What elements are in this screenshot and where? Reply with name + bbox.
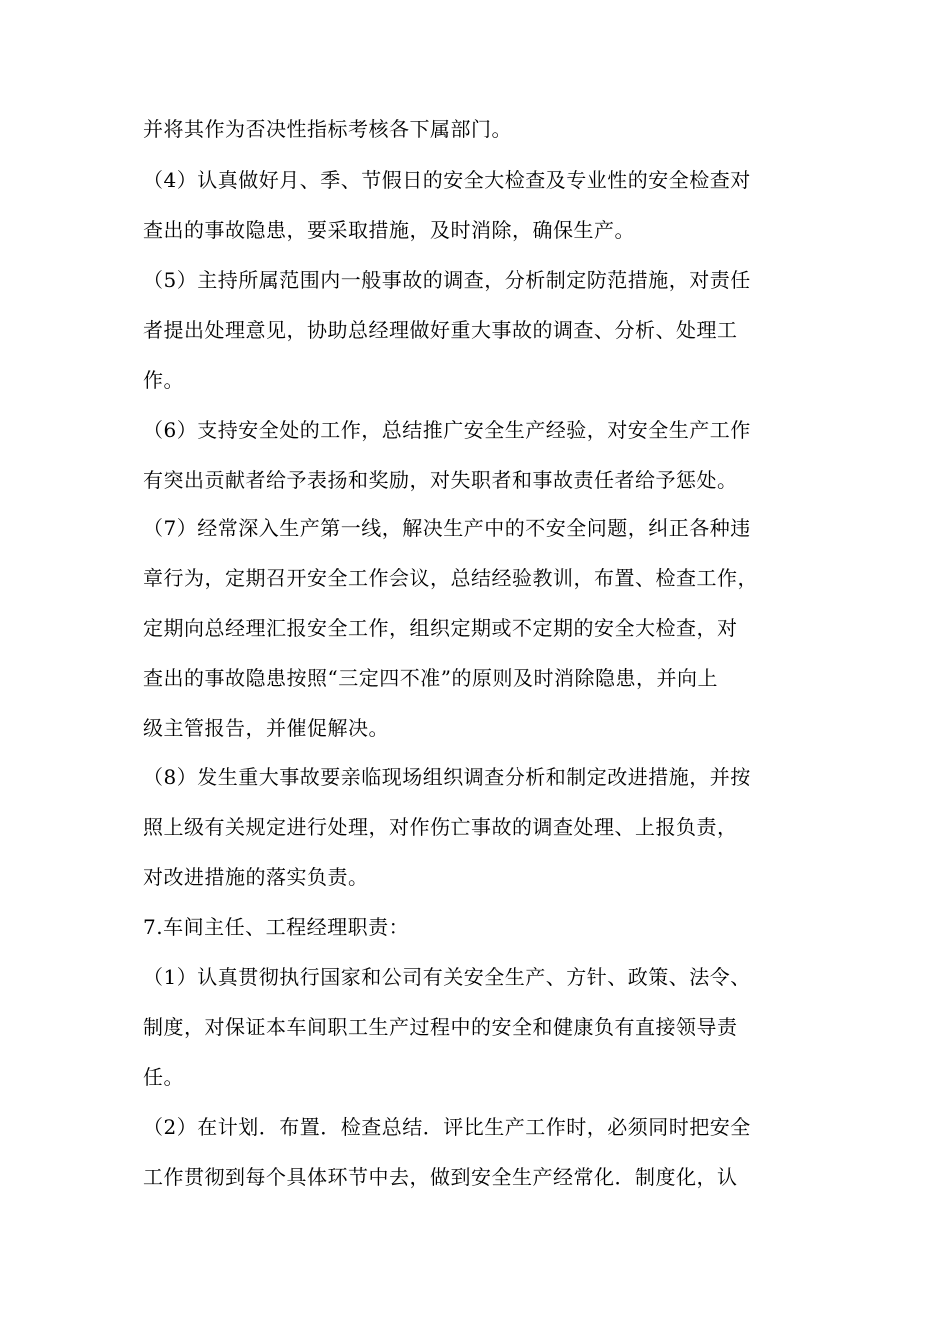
text-line: （8）发生重大事故要亲临现场组织调查分析和制定改进措施，并按 bbox=[143, 765, 751, 789]
text-line: 者提出处理意见，协助总经理做好重大事故的调查、分析、处理工 bbox=[143, 318, 738, 342]
text-line: 章行为，定期召开安全工作会议，总结经验教训，布置、检查工作， bbox=[143, 566, 758, 590]
text-line: 查出的事故隐患，要采取措施，及时消除，确保生产。 bbox=[143, 218, 635, 242]
text-line: 制度，对保证本车间职工生产过程中的安全和健康负有直接领导责 bbox=[143, 1015, 738, 1039]
text-line: （7）经常深入生产第一线，解决生产中的不安全问题，纠正各种违 bbox=[143, 516, 751, 540]
text-line: 定期向总经理汇报安全工作，组织定期或不定期的安全大检查，对 bbox=[143, 616, 738, 640]
text-line: 作。 bbox=[143, 368, 184, 392]
text-line: （5）主持所属范围内一般事故的调查，分析制定防范措施，对责任 bbox=[143, 268, 751, 292]
text-line: 工作贯彻到每个具体环节中去，做到安全生产经常化．制度化，认 bbox=[143, 1165, 738, 1189]
text-line: 级主管报告，并催促解决。 bbox=[143, 716, 389, 740]
text-line: （6）支持安全处的工作，总结推广安全生产经验，对安全生产工作 bbox=[143, 418, 751, 442]
text-line: 照上级有关规定进行处理，对作伤亡事故的调查处理、上报负责， bbox=[143, 815, 738, 839]
text-line: 有突出贡献者给予表扬和奖励，对失职者和事故责任者给予惩处。 bbox=[143, 468, 738, 492]
text-line: 查出的事故隐患按照“三定四不准”的原则及时消除隐患，并向上 bbox=[143, 666, 718, 690]
text-line: （2）在计划．布置．检查总结．评比生产工作时，必须同时把安全 bbox=[143, 1115, 751, 1139]
section-heading: 7.车间主任、工程经理职责： bbox=[143, 915, 410, 939]
text-line: （1）认真贯彻执行国家和公司有关安全生产、方针、政策、法令、 bbox=[143, 965, 751, 989]
text-line: 任。 bbox=[143, 1065, 184, 1089]
text-line: 对改进措施的落实负责。 bbox=[143, 865, 369, 889]
text-line: 并将其作为否决性指标考核各下属部门。 bbox=[143, 117, 512, 141]
text-line: （4）认真做好月、季、节假日的安全大检查及专业性的安全检查对 bbox=[143, 168, 751, 192]
